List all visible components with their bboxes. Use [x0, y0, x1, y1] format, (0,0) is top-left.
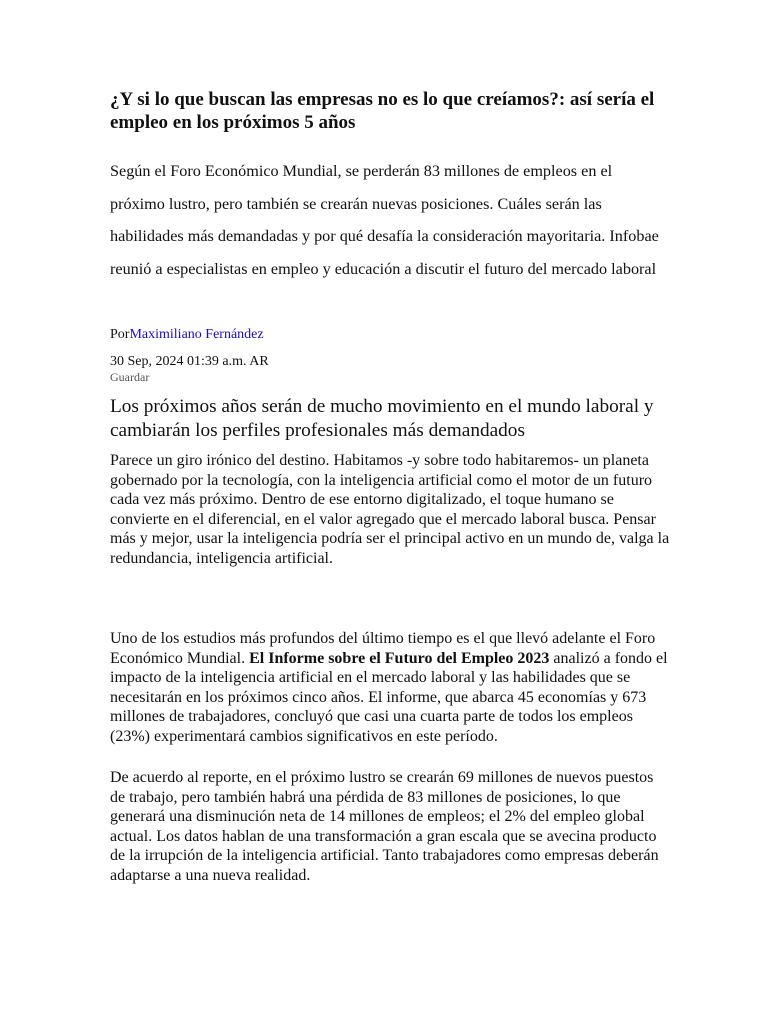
report-title: El Informe sobre el Futuro del Empleo 2023: [249, 649, 550, 667]
body-paragraph-1: Parece un giro irónico del destino. Habitamos -y sobre todo habitaremos- un planeta gobernado por la tecnología, con la inteligencia artificial como el motor de un futuro cada vez más próximo. Dentro de ese entorno digitalizado, el toque humano se convierte en el diferencial, en el valor agregado que el mercado laboral busca. Pensar más y mejor, usar la inteligencia podría ser el principal activo en un mundo de, valga la redundancia, inteligencia artificial.: [110, 452, 670, 567]
paragraph-2-end: analizó a fondo el impacto de la inteligencia artificial en el mercado laboral y las habilidades que se necesitarán en los próximos cinco años. El informe, que abarca 45 economías y 673 millones de trabajadores, concluyó que casi una cuarta parte de todos los empleos (23%) experimentará cambios significativos en este período.: [110, 649, 668, 745]
article-headline: ¿Y si lo que buscan las empresas no es lo que creíamos?: así sería el empleo en los próximos 5 años: [110, 89, 655, 133]
article-subheading: Los próximos años serán de mucho movimiento en el mundo laboral y cambiarán los perfiles profesionales más demandados: [110, 396, 654, 441]
article-summary: Según el Foro Económico Mundial, se perderán 83 millones de empleos en el próximo lustro, pero también se crearán nuevas posiciones. Cuáles serán las habilidades más demandadas y por qué desafía la consideración mayoritaria. Infobae reunió a especialistas en empleo y educación a discutir el futuro del mercado laboral: [110, 162, 659, 278]
paragraph-2-start: Uno de los estudios más profundos del último tiempo es el que llevó adelante el Foro Económico Mundial.: [110, 630, 656, 667]
byline: [110, 326, 264, 344]
byline-prefix: Por: [110, 327, 130, 342]
author-link[interactable]: Maximiliano Fernández: [129, 327, 264, 342]
publish-date: 30 Sep, 2024 01:39 a.m. AR: [110, 354, 269, 369]
body-paragraph-2: [110, 629, 670, 746]
body-paragraph-3: De acuerdo al reporte, en el próximo lustro se crearán 69 millones de nuevos puestos de trabajo, pero también habrá una pérdida de 83 millones de posiciones, lo que generará una disminución neta de 14 millones de empleos; el 2% del empleo global actual. Los datos hablan de una transformación a gran escala que se avecina producto de la irrupción de la inteligencia artificial. Tanto trabajadores como empresas deberán adaptarse a una nueva realidad.: [110, 769, 659, 884]
save-button[interactable]: Guardar: [110, 370, 150, 384]
